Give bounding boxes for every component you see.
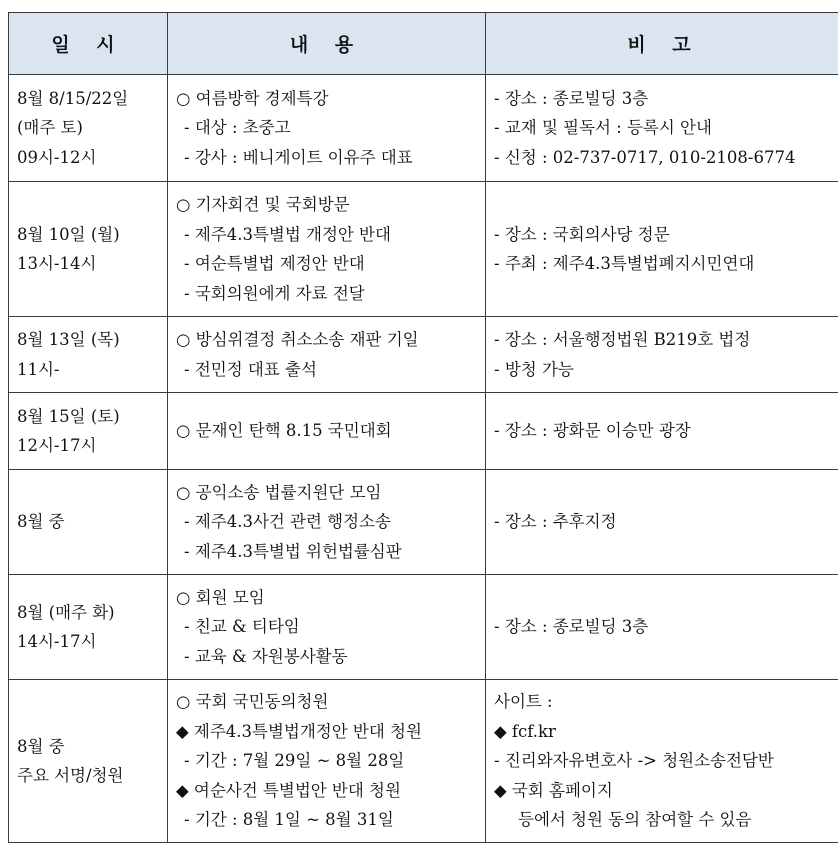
note-line: ◆ 국회 홈페이지 bbox=[494, 780, 613, 800]
header-row bbox=[9, 13, 838, 75]
date-cell bbox=[9, 182, 168, 317]
header-note: 비 고 bbox=[486, 13, 838, 75]
note-line: - 진리와자유변호사 -> 청원소송전담반 bbox=[494, 751, 774, 771]
content-line: ○ 방심위결정 취소소송 재판 기일 bbox=[176, 330, 419, 349]
date-line: 주요 서명/청원 bbox=[17, 766, 124, 785]
content-cell bbox=[168, 470, 486, 575]
note-line: - 장소 : 서울행정법원 B219호 법정 bbox=[494, 330, 751, 349]
content-line: ○ 문재인 탄핵 8.15 국민대회 bbox=[176, 421, 392, 441]
content-line: ○ 국회 국민동의청원 bbox=[176, 692, 329, 712]
date-line: 8월 15일 (토) bbox=[17, 406, 120, 426]
note-line: - 장소 : 종로빌딩 3층 bbox=[494, 88, 649, 108]
note-line: - 장소 : 광화문 이승만 광장 bbox=[494, 421, 691, 441]
note-cell bbox=[486, 470, 838, 575]
note-line: 사이트 : bbox=[494, 692, 553, 712]
content-cell bbox=[168, 393, 486, 470]
content-cell bbox=[168, 317, 486, 393]
note-cell bbox=[486, 75, 838, 182]
date-cell bbox=[9, 75, 168, 182]
note-cell bbox=[486, 575, 838, 680]
note-line: ◆ fcf.kr bbox=[494, 721, 556, 741]
schedule-table bbox=[8, 12, 838, 843]
table-row bbox=[9, 75, 838, 182]
note-line: - 장소 : 종로빌딩 3층 bbox=[494, 617, 649, 637]
note-cell bbox=[486, 393, 838, 470]
content-line: - 국회의원에게 자료 전달 bbox=[184, 283, 365, 303]
content-line: - 대상 : 초중고 bbox=[184, 118, 291, 138]
header-date: 일 시 bbox=[9, 13, 168, 75]
note-line: - 교재 및 필독서 : 등록시 안내 bbox=[494, 118, 712, 138]
content-line: - 교육 & 자원봉사활동 bbox=[184, 646, 348, 666]
content-line: ○ 여름방학 경제특강 bbox=[176, 88, 329, 108]
date-line: 09시-12시 bbox=[17, 147, 97, 167]
table-row bbox=[9, 470, 838, 575]
header-content: 내 용 bbox=[168, 13, 486, 75]
note-cell bbox=[486, 182, 838, 317]
content-line: ◆ 제주4.3특별법개정안 반대 청원 bbox=[176, 721, 422, 741]
table-row bbox=[9, 182, 838, 317]
content-line: - 전민정 대표 출석 bbox=[184, 359, 317, 379]
date-line: (매주 토) bbox=[17, 118, 83, 138]
note-line: 등에서 청원 동의 참여할 수 있음 bbox=[518, 810, 752, 830]
table-row bbox=[9, 393, 838, 470]
note-line: - 장소 : 국회의사당 정문 bbox=[494, 224, 670, 244]
table-row bbox=[9, 680, 838, 843]
date-cell bbox=[9, 575, 168, 680]
content-line: - 강사 : 베니게이트 이유주 대표 bbox=[184, 147, 413, 167]
date-line: 8월 (매주 화) bbox=[17, 602, 115, 622]
table-row bbox=[9, 575, 838, 680]
date-cell bbox=[9, 680, 168, 843]
content-line: - 친교 & 티타임 bbox=[184, 617, 300, 637]
content-line: - 제주4.3특별법 위헌법률심판 bbox=[184, 541, 402, 561]
content-line: - 여순특별법 제정안 반대 bbox=[184, 254, 365, 273]
content-line: ○ 공익소송 법률지원단 모임 bbox=[176, 482, 382, 502]
content-line: - 기간 : 8월 1일 ~ 8월 31일 bbox=[184, 810, 394, 830]
content-line: - 제주4.3특별법 개정안 반대 bbox=[184, 224, 391, 244]
date-line: 8월 10일 (월) bbox=[17, 224, 120, 244]
note-line: - 주최 : 제주4.3특별법폐지시민연대 bbox=[494, 254, 755, 273]
date-line: 8월 중 bbox=[17, 736, 65, 756]
content-cell bbox=[168, 575, 486, 680]
date-cell bbox=[9, 317, 168, 393]
note-cell bbox=[486, 317, 838, 393]
content-cell bbox=[168, 182, 486, 317]
date-line: 8월 13일 (목) bbox=[17, 330, 120, 349]
note-line: - 방청 가능 bbox=[494, 359, 574, 379]
date-line: 13시-14시 bbox=[17, 254, 97, 273]
content-line: - 기간 : 7월 29일 ~ 8월 28일 bbox=[184, 751, 405, 771]
table-row bbox=[9, 317, 838, 393]
date-line: 12시-17시 bbox=[17, 436, 97, 455]
date-line: 14시-17시 bbox=[17, 632, 97, 651]
note-cell bbox=[486, 680, 838, 843]
content-line: ○ 기자회견 및 국회방문 bbox=[176, 195, 350, 214]
content-line: ○ 회원 모임 bbox=[176, 587, 265, 607]
content-line: ◆ 여순사건 특별법안 반대 청원 bbox=[176, 780, 401, 800]
content-line: - 제주4.3사건 관련 행정소송 bbox=[184, 512, 391, 532]
note-line: - 신청 : 02-737-0717, 010-2108-6774 bbox=[494, 147, 796, 167]
date-line: 11시- bbox=[17, 359, 60, 379]
date-line: 8월 중 bbox=[17, 512, 65, 532]
date-cell bbox=[9, 470, 168, 575]
content-cell bbox=[168, 75, 486, 182]
content-cell bbox=[168, 680, 486, 843]
date-cell bbox=[9, 393, 168, 470]
date-line: 8월 8/15/22일 bbox=[17, 88, 129, 108]
note-line: - 장소 : 추후지정 bbox=[494, 512, 617, 532]
